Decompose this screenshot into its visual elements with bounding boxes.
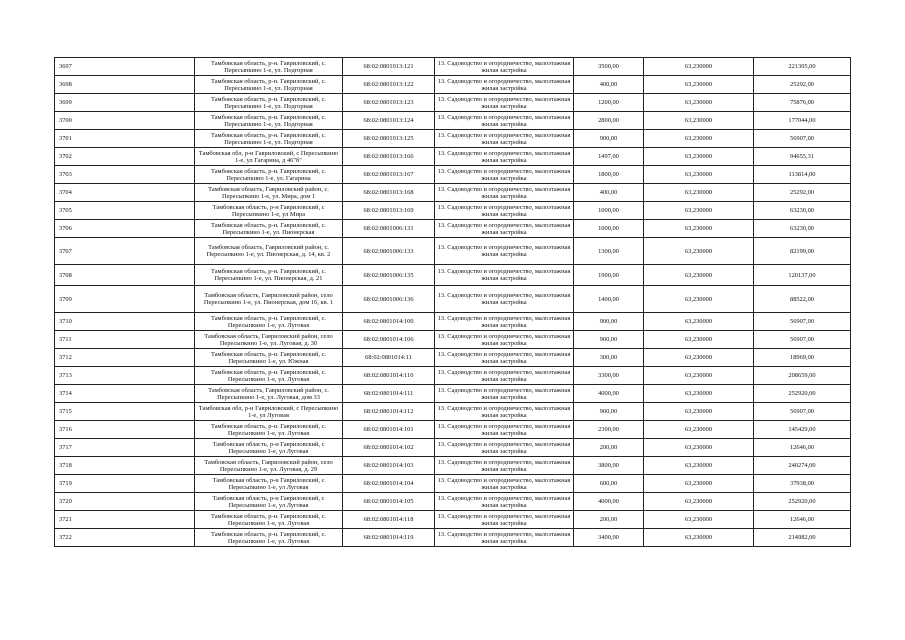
cadastral-value-cell: 56907,00 (754, 313, 851, 331)
table-row (55, 184, 851, 202)
table-row (55, 439, 851, 457)
rate-cell: 63,230000 (644, 220, 754, 238)
table-row (55, 112, 851, 130)
table-row (55, 313, 851, 331)
area-cell: 1300,00 (574, 238, 644, 265)
table-row (55, 286, 851, 313)
table-row (55, 349, 851, 367)
land-use-cell: 13. Садоводство и огородничество, малоэтажная жилая застройка (435, 439, 574, 457)
cadastral-number-cell: 68:02:0801006:131 (343, 220, 435, 238)
cadastral-value-cell: 221305,00 (754, 58, 851, 76)
land-use-cell: 13. Садоводство и огородничество, малоэтажная жилая застройка (435, 349, 574, 367)
rate-cell: 63,230000 (644, 475, 754, 493)
cadastral-value-cell: 56907,00 (754, 130, 851, 148)
table-row (55, 94, 851, 112)
cadastral-number-cell: 68:02:0801014:11 (343, 349, 435, 367)
address-cell: Тамбовская область, р-н. Гавриловский, с. Пересыпкино 1-е, ул. Подгорная (195, 130, 343, 148)
cadastral-number-cell: 68:02:0801013:124 (343, 112, 435, 130)
land-use-cell: 13. Садоводство и огородничество, малоэтажная жилая застройка (435, 367, 574, 385)
land-use-cell: 13. Садоводство и огородничество, малоэтажная жилая застройка (435, 76, 574, 94)
row-number: 3719 (55, 475, 195, 493)
land-use-cell: 13. Садоводство и огородничество, малоэтажная жилая застройка (435, 331, 574, 349)
table-row (55, 130, 851, 148)
land-use-cell: 13. Садоводство и огородничество, малоэтажная жилая застройка (435, 403, 574, 421)
address-cell: Тамбовская область, Гавриловский район, с. Пересыпкино 1-е, ул. Пионерская, д. 14, кв. 2 (195, 238, 343, 265)
address-cell: Тамбовская область, р-н Гавриловский, с Пересыпкино 1-е, ул Мира (195, 202, 343, 220)
table-row (55, 529, 851, 547)
cadastral-value-cell: 56907,00 (754, 403, 851, 421)
row-number: 3718 (55, 457, 195, 475)
rate-cell: 63,230000 (644, 112, 754, 130)
address-cell: Тамбовская область, Гавриловский район, село Пересыпкино 1-е, ул. Пионерская, дом 16, кв. 1 (195, 286, 343, 313)
address-cell: Тамбовская область, р-н. Гавриловский, с. Пересыпкино 1-е, ул. Луговая (195, 313, 343, 331)
row-number: 3721 (55, 511, 195, 529)
row-number: 3698 (55, 76, 195, 94)
area-cell: 1800,00 (574, 166, 644, 184)
area-cell: 3300,00 (574, 367, 644, 385)
address-cell: Тамбовская область, р-н. Гавриловский, с. Пересыпкино 1-е, ул. Пионерская, д. 21 (195, 265, 343, 286)
area-cell: 400,00 (574, 76, 644, 94)
row-number: 3720 (55, 493, 195, 511)
rate-cell: 63,230000 (644, 130, 754, 148)
cadastral-value-cell: 56907,00 (754, 331, 851, 349)
cadastral-number-cell: 68:02:0801014:119 (343, 529, 435, 547)
land-use-cell: 13. Садоводство и огородничество, малоэтажная жилая застройка (435, 493, 574, 511)
row-number: 3713 (55, 367, 195, 385)
cadastral-number-cell: 68:02:0801014:100 (343, 313, 435, 331)
address-cell: Тамбовская область, р-н. Гавриловский, с. Пересыпкино 1-е, ул. Южная (195, 349, 343, 367)
area-cell: 900,00 (574, 130, 644, 148)
area-cell: 1000,00 (574, 220, 644, 238)
land-use-cell: 13. Садоводство и огородничество, малоэтажная жилая застройка (435, 220, 574, 238)
cadastral-number-cell: 68:02:0801006:136 (343, 286, 435, 313)
cadastral-number-cell: 68:02:0801013:167 (343, 166, 435, 184)
cadastral-value-cell: 208659,00 (754, 367, 851, 385)
table-row (55, 403, 851, 421)
area-cell: 200,00 (574, 511, 644, 529)
land-use-cell: 13. Садоводство и огородничество, малоэтажная жилая застройка (435, 202, 574, 220)
row-number: 3704 (55, 184, 195, 202)
area-cell: 3500,00 (574, 58, 644, 76)
cadastral-value-cell: 63230,00 (754, 202, 851, 220)
land-use-cell: 13. Садоводство и огородничество, малоэтажная жилая застройка (435, 529, 574, 547)
rate-cell: 63,230000 (644, 529, 754, 547)
cadastral-number-cell: 68:02:0801013:122 (343, 76, 435, 94)
cadastral-number-cell: 68:02:0801014:118 (343, 511, 435, 529)
row-number: 3722 (55, 529, 195, 547)
address-cell: Тамбовская область, Гавриловский район, с. Пересыпкино 1-е, ул. Луговая, дом 33 (195, 385, 343, 403)
table-row (55, 421, 851, 439)
cadastral-value-cell: 63230,00 (754, 220, 851, 238)
area-cell: 4000,00 (574, 493, 644, 511)
cadastral-value-cell: 94655,31 (754, 148, 851, 166)
rate-cell: 63,230000 (644, 457, 754, 475)
cadastral-value-cell: 113814,00 (754, 166, 851, 184)
row-number: 3703 (55, 166, 195, 184)
table-row (55, 493, 851, 511)
cadastral-number-cell: 68:02:0801014:111 (343, 385, 435, 403)
area-cell: 2800,00 (574, 112, 644, 130)
cadastral-number-cell: 68:02:0801013:123 (343, 94, 435, 112)
address-cell: Тамбовская область, р-н Гавриловский, с Пересыпкино 1-е, ул Луговая (195, 439, 343, 457)
row-number: 3697 (55, 58, 195, 76)
area-cell: 4000,00 (574, 385, 644, 403)
rate-cell: 63,230000 (644, 76, 754, 94)
address-cell: Тамбовская обл, р-н Гавриловский, с Пересыпкино 1-е, ул Луговая (195, 403, 343, 421)
rate-cell: 63,230000 (644, 313, 754, 331)
row-number: 3706 (55, 220, 195, 238)
cadastral-number-cell: 68:02:0801013:169 (343, 202, 435, 220)
cadastral-value-cell: 12646,00 (754, 439, 851, 457)
cadastral-number-cell: 68:02:0801013:121 (343, 58, 435, 76)
cadastral-number-cell: 68:02:0801014:103 (343, 457, 435, 475)
cadastral-number-cell: 68:02:0801013:166 (343, 148, 435, 166)
land-use-cell: 13. Садоводство и огородничество, малоэтажная жилая застройка (435, 265, 574, 286)
area-cell: 900,00 (574, 403, 644, 421)
row-number: 3711 (55, 331, 195, 349)
area-cell: 1000,00 (574, 202, 644, 220)
address-cell: Тамбовская область, Гавриловский район, село Пересыпкино 1-е, ул. Луговая, д. 30 (195, 331, 343, 349)
cadastral-number-cell: 68:02:0801013:125 (343, 130, 435, 148)
cadastral-value-cell: 12646,00 (754, 511, 851, 529)
land-use-cell: 13. Садоводство и огородничество, малоэтажная жилая застройка (435, 421, 574, 439)
cadastral-number-cell: 68:02:0801006:135 (343, 265, 435, 286)
address-cell: Тамбовская область, р-н. Гавриловский, с. Пересыпкино 1-е, ул. Луговая (195, 367, 343, 385)
land-use-cell: 13. Садоводство и огородничество, малоэтажная жилая застройка (435, 148, 574, 166)
area-cell: 3400,00 (574, 529, 644, 547)
land-use-cell: 13. Садоводство и огородничество, малоэтажная жилая застройка (435, 94, 574, 112)
address-cell: Тамбовская область, р-н. Гавриловский, с. Пересыпкино 1-е, ул. Гагарина (195, 166, 343, 184)
row-number: 3712 (55, 349, 195, 367)
cadastral-value-cell: 88522,00 (754, 286, 851, 313)
table-row (55, 457, 851, 475)
address-cell: Тамбовская область, р-н Гавриловский, с Пересыпкино 1-е, ул Луговая (195, 475, 343, 493)
land-use-cell: 13. Садоводство и огородничество, малоэтажная жилая застройка (435, 130, 574, 148)
rate-cell: 63,230000 (644, 349, 754, 367)
address-cell: Тамбовская область, Гавриловский район, с. Пересыпкино 1-е, ул. Мира, дом 1 (195, 184, 343, 202)
row-number: 3701 (55, 130, 195, 148)
rate-cell: 63,230000 (644, 202, 754, 220)
land-registry-sheet (54, 57, 851, 547)
land-use-cell: 13. Садоводство и огородничество, малоэтажная жилая застройка (435, 184, 574, 202)
area-cell: 200,00 (574, 439, 644, 457)
cadastral-value-cell: 240274,00 (754, 457, 851, 475)
area-cell: 1900,00 (574, 265, 644, 286)
land-use-cell: 13. Садоводство и огородничество, малоэтажная жилая застройка (435, 238, 574, 265)
cadastral-value-cell: 214982,00 (754, 529, 851, 547)
row-number: 3714 (55, 385, 195, 403)
rate-cell: 63,230000 (644, 238, 754, 265)
cadastral-value-cell: 82199,00 (754, 238, 851, 265)
land-use-cell: 13. Садоводство и огородничество, малоэтажная жилая застройка (435, 475, 574, 493)
land-use-cell: 13. Садоводство и огородничество, малоэтажная жилая застройка (435, 385, 574, 403)
table-row (55, 385, 851, 403)
table-row (55, 511, 851, 529)
area-cell: 600,00 (574, 475, 644, 493)
address-cell: Тамбовская обл, р-н Гавриловский, с Пересыпкино 1-е, ул Гагарина, д 46"б" (195, 148, 343, 166)
area-cell: 3800,00 (574, 457, 644, 475)
row-number: 3699 (55, 94, 195, 112)
table-row (55, 367, 851, 385)
cadastral-number-cell: 68:02:0801013:168 (343, 184, 435, 202)
rate-cell: 63,230000 (644, 331, 754, 349)
cadastral-number-cell: 68:02:0801014:101 (343, 421, 435, 439)
cadastral-value-cell: 25292,00 (754, 76, 851, 94)
rate-cell: 63,230000 (644, 265, 754, 286)
rate-cell: 63,230000 (644, 421, 754, 439)
rate-cell: 63,230000 (644, 439, 754, 457)
land-use-cell: 13. Садоводство и огородничество, малоэтажная жилая застройка (435, 166, 574, 184)
address-cell: Тамбовская область, р-н. Гавриловский, с. Пересыпкино 1-е, ул. Подгорная (195, 58, 343, 76)
address-cell: Тамбовская область, р-н. Гавриловский, с. Пересыпкино 1-е, ул. Подгорная (195, 112, 343, 130)
area-cell: 300,00 (574, 349, 644, 367)
rate-cell: 63,230000 (644, 385, 754, 403)
land-use-cell: 13. Садоводство и огородничество, малоэтажная жилая застройка (435, 313, 574, 331)
table-row (55, 475, 851, 493)
table-row (55, 265, 851, 286)
cadastral-value-cell: 75876,00 (754, 94, 851, 112)
row-number: 3708 (55, 265, 195, 286)
rate-cell: 63,230000 (644, 58, 754, 76)
address-cell: Тамбовская область, р-н Гавриловский, с Пересыпкино 1-е, ул Луговая (195, 493, 343, 511)
rate-cell: 63,230000 (644, 94, 754, 112)
address-cell: Тамбовская область, р-н. Гавриловский, с. Пересыпкино 1-е, ул. Подгорная (195, 76, 343, 94)
land-use-cell: 13. Садоводство и огородничество, малоэтажная жилая застройка (435, 112, 574, 130)
rate-cell: 63,230000 (644, 367, 754, 385)
land-use-cell: 13. Садоводство и огородничество, малоэтажная жилая застройка (435, 511, 574, 529)
area-cell: 2300,00 (574, 421, 644, 439)
table-row (55, 58, 851, 76)
table-row (55, 220, 851, 238)
cadastral-value-cell: 120137,00 (754, 265, 851, 286)
rate-cell: 63,230000 (644, 511, 754, 529)
row-number: 3715 (55, 403, 195, 421)
table-row (55, 238, 851, 265)
cadastral-value-cell: 252920,00 (754, 493, 851, 511)
address-cell: Тамбовская область, р-н. Гавриловский, с. Пересыпкино 1-е, ул. Пионерская (195, 220, 343, 238)
row-number: 3717 (55, 439, 195, 457)
rate-cell: 63,230000 (644, 184, 754, 202)
rate-cell: 63,230000 (644, 166, 754, 184)
land-plots-table (54, 57, 851, 547)
cadastral-number-cell: 68:02:0801014:112 (343, 403, 435, 421)
address-cell: Тамбовская область, р-н. Гавриловский, с. Пересыпкино 1-е, ул. Луговая (195, 529, 343, 547)
address-cell: Тамбовская область, р-н. Гавриловский, с. Пересыпкино 1-е, ул. Луговая (195, 421, 343, 439)
cadastral-value-cell: 37938,00 (754, 475, 851, 493)
row-number: 3709 (55, 286, 195, 313)
cadastral-value-cell: 145429,00 (754, 421, 851, 439)
area-cell: 1200,00 (574, 94, 644, 112)
cadastral-value-cell: 252920,00 (754, 385, 851, 403)
cadastral-value-cell: 177044,00 (754, 112, 851, 130)
rate-cell: 63,230000 (644, 493, 754, 511)
area-cell: 900,00 (574, 331, 644, 349)
address-cell: Тамбовская область, Гавриловский район, село Пересыпкино 1-е, ул. Луговая, д. 29 (195, 457, 343, 475)
row-number: 3705 (55, 202, 195, 220)
area-cell: 900,00 (574, 313, 644, 331)
row-number: 3702 (55, 148, 195, 166)
land-use-cell: 13. Садоводство и огородничество, малоэтажная жилая застройка (435, 286, 574, 313)
area-cell: 400,00 (574, 184, 644, 202)
area-cell: 1400,00 (574, 286, 644, 313)
table-row (55, 148, 851, 166)
cadastral-number-cell: 68:02:0801014:105 (343, 493, 435, 511)
cadastral-value-cell: 25292,00 (754, 184, 851, 202)
rate-cell: 63,230000 (644, 286, 754, 313)
cadastral-number-cell: 68:02:0801014:110 (343, 367, 435, 385)
row-number: 3710 (55, 313, 195, 331)
rate-cell: 63,230000 (644, 148, 754, 166)
land-use-cell: 13. Садоводство и огородничество, малоэтажная жилая застройка (435, 58, 574, 76)
table-row (55, 166, 851, 184)
cadastral-number-cell: 68:02:0801006:133 (343, 238, 435, 265)
land-use-cell: 13. Садоводство и огородничество, малоэтажная жилая застройка (435, 457, 574, 475)
row-number: 3716 (55, 421, 195, 439)
cadastral-number-cell: 68:02:0801014:104 (343, 475, 435, 493)
cadastral-number-cell: 68:02:0801014:102 (343, 439, 435, 457)
address-cell: Тамбовская область, р-н. Гавриловский, с. Пересыпкино 1-е, ул. Луговая (195, 511, 343, 529)
rate-cell: 63,230000 (644, 403, 754, 421)
table-row (55, 331, 851, 349)
row-number: 3700 (55, 112, 195, 130)
cadastral-number-cell: 68:02:0801014:106 (343, 331, 435, 349)
table-row (55, 76, 851, 94)
area-cell: 1497,00 (574, 148, 644, 166)
address-cell: Тамбовская область, р-н. Гавриловский, с. Пересыпкино 1-е, ул. Подгорная (195, 94, 343, 112)
cadastral-value-cell: 18969,00 (754, 349, 851, 367)
row-number: 3707 (55, 238, 195, 265)
table-row (55, 202, 851, 220)
